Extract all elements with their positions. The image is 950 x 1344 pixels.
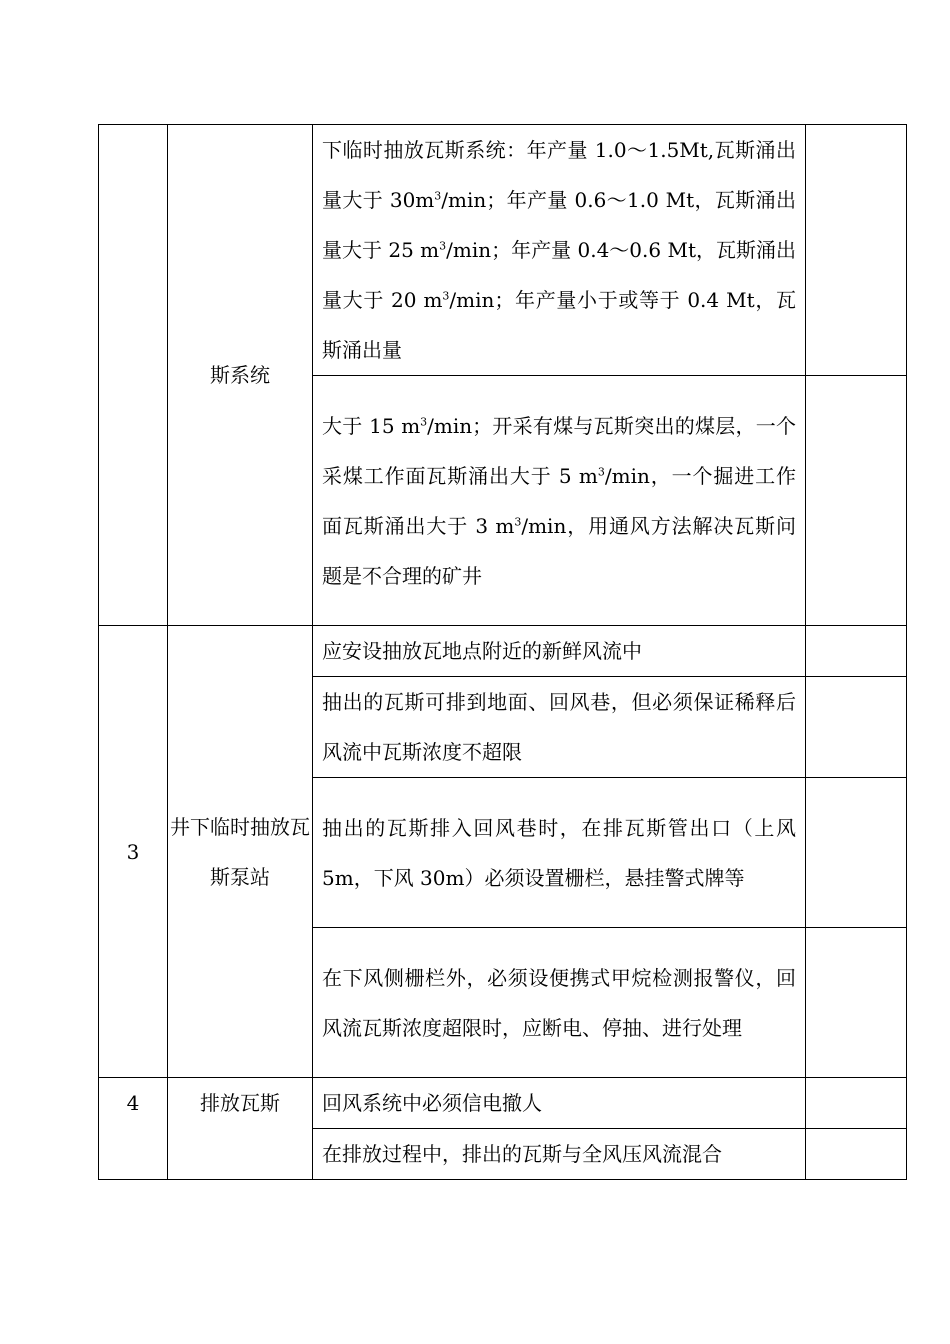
check-cell[interactable] [806, 677, 907, 778]
item-name-cell [168, 626, 313, 1078]
table-row [99, 125, 907, 376]
requirement-cell: 抽出的瓦斯可排到地面、回风巷，但必须保证稀释后风流中瓦斯浓度不超限 [313, 677, 806, 778]
check-cell[interactable] [806, 1078, 907, 1129]
check-cell[interactable] [806, 376, 907, 626]
inspection-table [98, 124, 907, 1180]
requirement-cell: 在下风侧栅栏外，必须设便携式甲烷检测报警仪，回风流瓦斯浓度超限时，应断电、停抽、进行处理 [313, 928, 806, 1078]
check-cell[interactable] [806, 778, 907, 928]
requirement-cell: 抽出的瓦斯排入回风巷时，在排瓦斯管出口（上风 5m，下风 30m）必须设置栅栏，悬挂警式牌等 [313, 778, 806, 928]
requirement-cell: 应安设抽放瓦地点附近的新鲜风流中 [313, 626, 806, 677]
check-cell[interactable] [806, 928, 907, 1078]
item-number: 3 [126, 839, 140, 864]
check-cell[interactable] [806, 1129, 907, 1180]
item-number: 4 [126, 1091, 140, 1115]
check-cell[interactable] [806, 125, 907, 376]
requirement-cell: 回风系统中必须信电撤人 [313, 1078, 806, 1129]
requirement-cell: 大于 15 $m^3/\min$；开采有煤与瓦斯突出的煤层，一个采煤工作面瓦斯涌出大于 5 $m^3/\min$，一个掘进工作面瓦斯涌出大于 3 $m^3/\min$，用通风方法解决瓦斯问题是不合理的矿井 [313, 376, 806, 626]
item-name-cell [168, 125, 313, 626]
item-number-cell [99, 626, 168, 1078]
requirement-cell: 在排放过程中，排出的瓦斯与全风压风流混合 [313, 1129, 806, 1180]
item-name: 排放瓦斯 [200, 1091, 280, 1115]
item-number-cell [99, 1078, 168, 1180]
table-row [99, 1078, 907, 1129]
item-name: 井下临时抽放瓦斯泵站 [170, 814, 310, 889]
check-cell[interactable] [806, 626, 907, 677]
item-name: 斯系统 [210, 363, 270, 387]
table-row [99, 626, 907, 677]
requirement-cell: 下临时抽放瓦斯系统：年产量 1.0～1.5Mt,瓦斯涌出量大于 $30m^3/\min$；年产量 0.6～1.0 Mt，瓦斯涌出量大于 25 $m^3/\min$；年产量 0.4～0.6 Mt，瓦斯涌出量大于 20 $m^3/\min$；年产量小于或等于 0.4 Mt，瓦斯涌出量 [313, 125, 806, 376]
item-number-cell [99, 125, 168, 626]
item-name-cell [168, 1078, 313, 1180]
